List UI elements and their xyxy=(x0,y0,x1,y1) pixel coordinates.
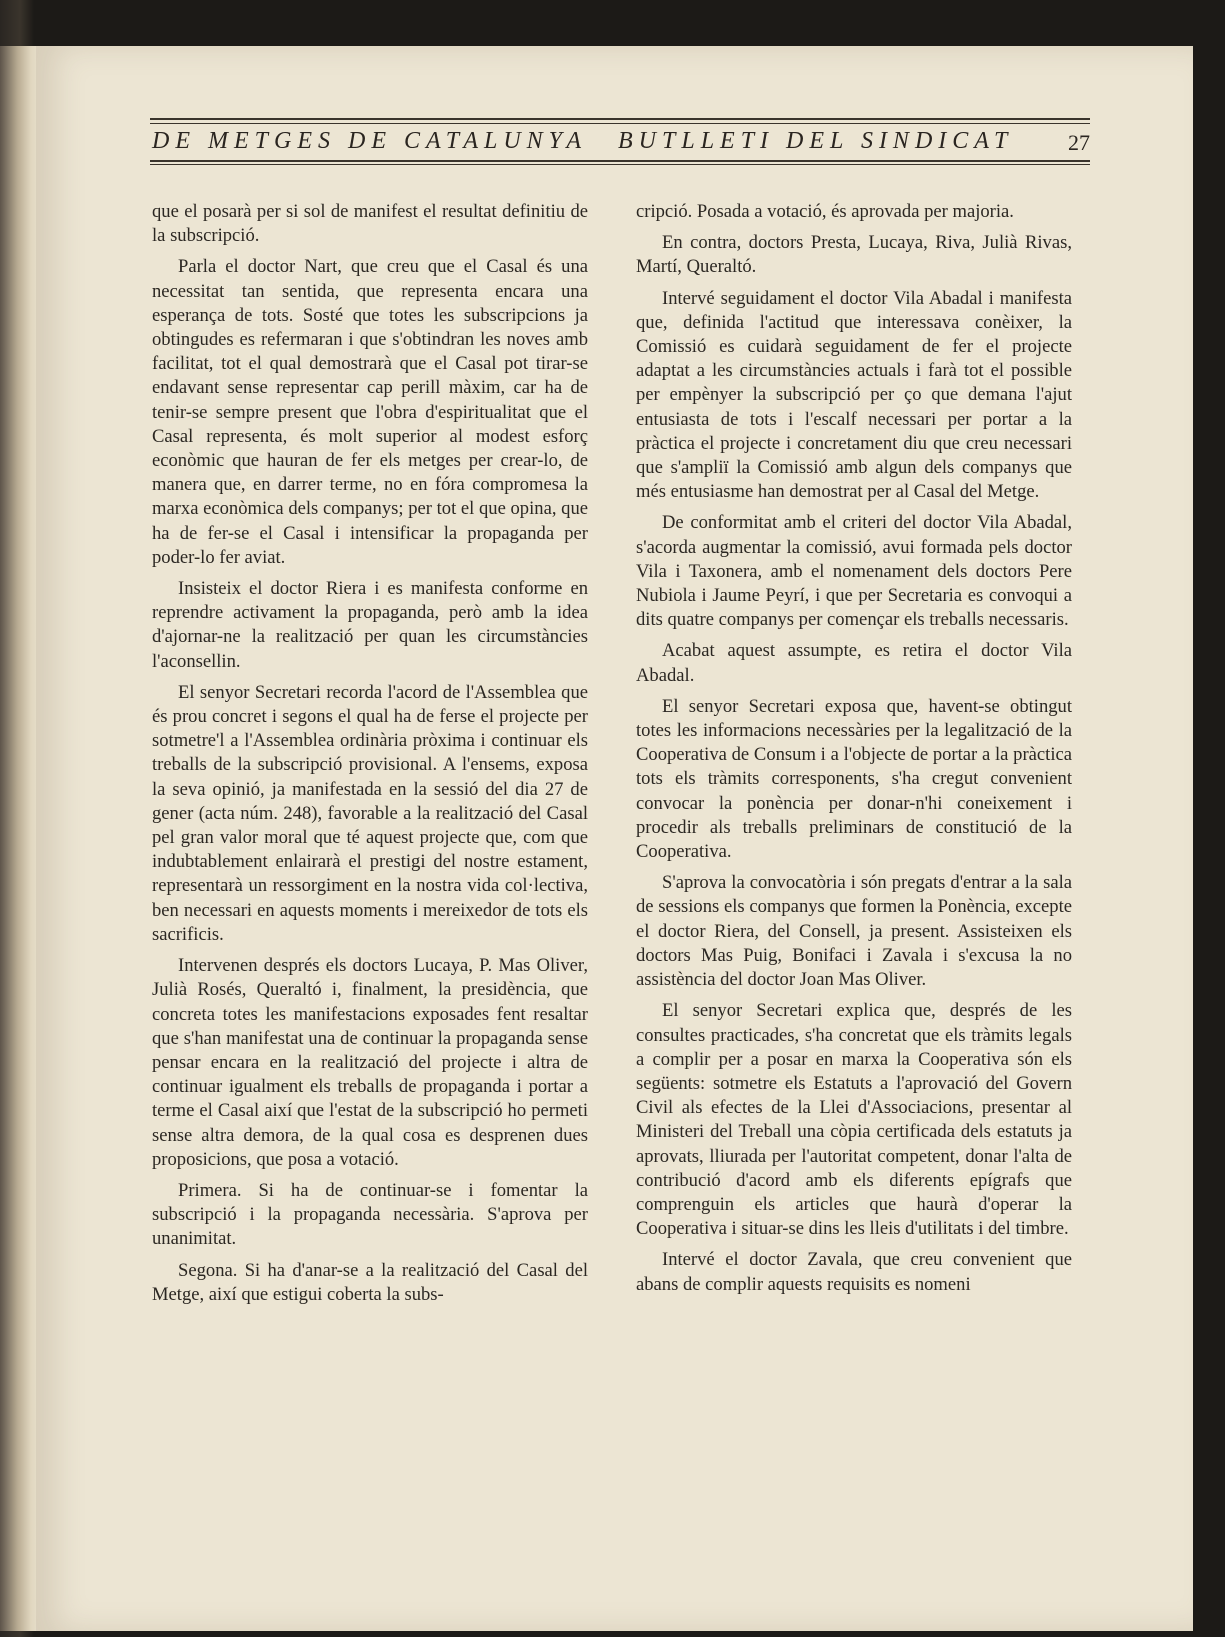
header-rule-top-thin xyxy=(150,123,1090,124)
header-left-title: DE METGES DE CATALUNYA xyxy=(152,128,587,154)
header-text xyxy=(150,128,1090,158)
paragraph: Intervé el doctor Zavala, que creu convenient que abans de complir aquests requisits es nomeni xyxy=(636,1249,1072,1295)
paragraph: Intervé seguidament el doctor Vila Abadal i manifesta que, definida l'actitud que interessava conèixer, la Comissió es cuidarà seguidament de fer el projecte adaptat a les circumstàncies actuals i farà tot el possible per empènyer la subscripció per ço que demana l'ajut entusiasta de tots i l'escalf necessari per portar a la pràctica el projecte i concretament diu que creu necessari que s'ampliï la Comissió amb algun dels companys que més entusiasme han demostrat per al Casal del Metge. xyxy=(636,287,1072,503)
paragraph: S'aprova la convocatòria i són pregats d'entrar a la sala de sessions els companys que formen la Ponència, excepte el doctor Riera, del Consell, ja present. Assisteixen els doctors Mas Puig, Bonifaci i Zavala i s'excusa la no assistència del doctor Joan Mas Oliver. xyxy=(636,872,1072,991)
paragraph: Intervenen després els doctors Lucaya, P. Mas Oliver, Julià Rosés, Queraltó i, finalment, la presidència, que concreta totes les manifestacions exposades fent resaltar que s'han manifestat una de continuar la propaganda sense pensar encara en la realització del projecte i altra de continuar igualment els treballs de propaganda i portar a terme el Casal així que l'estat de la subscripció ho permeti sense altra demora, de la qual cosa es desprenen dues proposicions, que posa a votació. xyxy=(152,955,588,1170)
paragraph: El senyor Secretari exposa que, havent-se obtingut totes les informacions necessàries per la legalització de la Cooperativa de Consum i a l'objecte de portar a la pràctica tots els tràmits corresponents, s'ha cregut convenient convocar la ponència per donar-n'hi coneixement i procedir als treballs preliminars de constitució de la Cooperativa. xyxy=(636,695,1072,863)
paragraph: Parla el doctor Nart, que creu que el Casal és una necessitat tan sentida, que representa encara una esperança de tots. Sosté que totes les subscripcions ja obtingudes es refermaran i que s'obtindran les noves amb facilitat, tot el qual demostrarà que el Casal pot tirar-se endavant sense representar cap perill màxim, car ha de tenir-se sempre present que l'obra d'espiritualitat que el Casal representa, és molt superior al modest esforç econòmic que hauran de fer els metges per crear-lo, de manera que, en darrer terme, no en fóra compromesa la marxa econòmica dels companys; per tot el que opina, que ha de fer-se el Casal i intensificar la propaganda per poder-lo fer aviat. xyxy=(152,256,588,568)
running-header xyxy=(150,110,1090,166)
page-number: 27 xyxy=(1068,130,1090,155)
paragraph: Acabat aquest assumpte, es retira el doctor Vila Abadal. xyxy=(636,640,1072,686)
paragraph: cripció. Posada a votació, és aprovada per majoria. xyxy=(636,201,1014,222)
right-column xyxy=(636,200,1072,1304)
paragraph: Primera. Si ha de continuar-se i fomentar la subscripció i la propaganda necessària. S'aprova per unanimitat. xyxy=(152,1179,588,1250)
paragraph: Insisteix el doctor Riera i es manifesta conforme en reprendre activament la propaganda, però amb la idea d'ajornar-ne la realització per quan les circumstàncies l'aconsellin. xyxy=(152,578,588,672)
paragraph: De conformitat amb el criteri del doctor Vila Abadal, s'acorda augmentar la comissió, avui formada pels doctor Vila i Taxonera, amb el nomenament dels doctors Pere Nubiola i Jaume Peyrí, i que per Secretaria es convoqui a dits quatre companys per començar els treballs necessaris. xyxy=(636,512,1072,631)
paragraph: Segona. Si ha d'anar-se a la realització del Casal del Metge, així que estigui coberta la subs- xyxy=(152,1259,588,1305)
header-rule-bottom-thin xyxy=(150,164,1090,165)
left-column xyxy=(152,200,588,1314)
paragraph: El senyor Secretari recorda l'acord de l'Assemblea que és prou concret i segons el qual ha de ferse el projecte per sotmetre'l a l'Assemblea ordinària pròxima i continuar els treballs de la subscripció provisional. A l'ensems, exposa la seva opinió, ja manifestada en la sessió del dia 27 de gener (acta núm. 248), favorable a la realització del Casal pel gran valor moral que té aquest projecte que, com que indubtablement enlairarà el prestigi del nostre estament, representarà un ressorgiment en la nostra vida col·lectiva, ben necessari en aquests moments i mereixedor de tots els sacrificis. xyxy=(152,681,588,945)
paragraph: En contra, doctors Presta, Lucaya, Riva, Julià Rivas, Martí, Queraltó. xyxy=(636,232,1072,278)
header-right-title: BUTLLETI DEL SINDICAT xyxy=(618,128,1014,154)
paragraph: que el posarà per si sol de manifest el resultat definitiu de la subscripció. xyxy=(152,201,588,247)
header-rule-bottom xyxy=(150,160,1090,162)
header-rule-top xyxy=(150,118,1090,120)
paragraph: El senyor Secretari explica que, després de les consultes practicades, s'ha concretat que els tràmits legals a complir per a posar en marxa la Cooperativa són els següents: sotmetre els Estatuts a l'aprovació del Govern Civil als efectes de la Llei d'Associacions, presentar al Ministeri del Treball una còpia certificada dels estatuts ja aprovats, lliurada per l'autoritat competent, donar l'alta de contribució d'acord amb els diferents epígrafs que comprenguin els articles que haurà d'operar la Cooperativa i situar-se dins les lleis d'utilitats i del timbre. xyxy=(636,1000,1072,1240)
